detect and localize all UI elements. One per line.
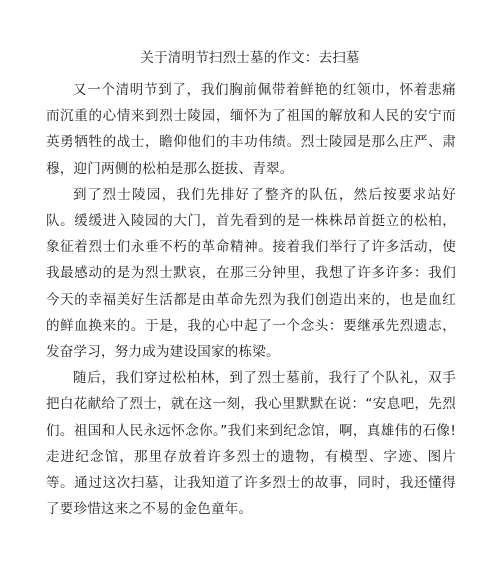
paragraph-2: 到了烈士陵园，我们先排好了整齐的队伍，然后按要求站好队。缓缓进入陵园的大门，首先看到的是一株株昂首挺立的松柏，象征着烈士们永垂不朽的革命精神。接着我们举行了许多活动，使我最感动的是为烈士默哀，在那三分钟里，我想了许多许多：我们今天的幸福美好生活都是由革命先烈为我们创造出来的，也是血红的鲜血换来的。于是，我的心中起了一个念头：要继承先烈遗志，发奋学习，努力成为建设国家的栋梁。 [46, 186, 456, 361]
document-body [46, 77, 456, 522]
document-title: 关于清明节扫烈士墓的作文：去扫墓 [140, 50, 360, 66]
paragraph-1: 又一个清明节到了，我们胸前佩带着鲜艳的红领巾，怀着悲痛而沉重的心情来到烈士陵园，缅怀为了祖国的解放和人民的安宁而英勇牺牲的战士，瞻仰他们的丰功伟绩。烈士陵园是那么庄严、肃穆，迎门两侧的松柏是那么挺拔、青翠。 [46, 82, 456, 177]
paragraph-3: 随后，我们穿过松柏林，到了烈士墓前，我行了个队礼，双手把白花献给了烈士，就在这一刻，我心里默默在说：“安息吧，先烈们。祖国和人民永远怀念你。”我们来到纪念馆，啊，真雄伟的石像!走进纪念馆，那里存放着许多烈士的遗物，有模型、字迹、图片等。通过这次扫墓，让我知道了许多烈士的故事，同时，我还懂得了要珍惜这来之不易的金色童年。 [46, 370, 456, 518]
